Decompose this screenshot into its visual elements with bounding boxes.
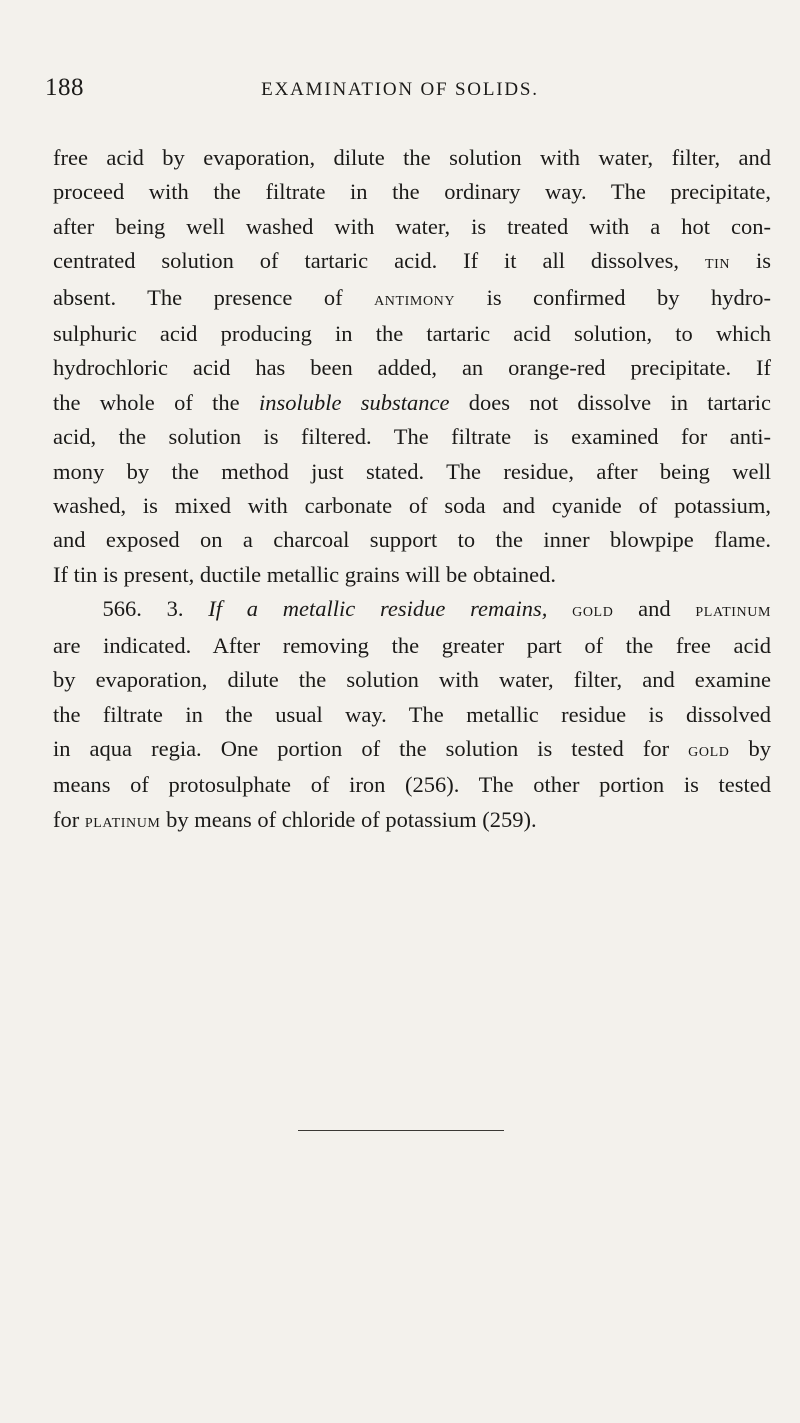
text-line: centrated solution of tartaric acid. If it all dissolves, tin is bbox=[53, 248, 771, 274]
text-line: sulphuric acid producing in the tartaric acid solution, to which bbox=[53, 321, 771, 347]
text-line: the filtrate in the usual way. The metallic residue is dissolved bbox=[53, 701, 771, 727]
italic-phrase: If a metallic residue remains, bbox=[208, 596, 548, 622]
text-line: proceed with the filtrate in the ordinary way. The precipitate, bbox=[53, 179, 771, 205]
text-line: in aqua regia. One portion of the solution is tested for gold by bbox=[53, 735, 772, 761]
text-line: means of protosulphate of iron (256). The other portion is tested bbox=[53, 772, 771, 798]
text-line: free acid by evaporation, dilute the solution with water, filter, and bbox=[53, 145, 771, 170]
text-line: hydrochloric acid has been added, an orange-red precipitate. If bbox=[53, 355, 771, 381]
small-caps-term: tin bbox=[704, 252, 731, 274]
text-line: and exposed on a charcoal support to the inner blowpipe flame. bbox=[53, 527, 771, 553]
body-text bbox=[53, 141, 771, 839]
page-number: 188 bbox=[45, 74, 84, 101]
section-566-line: 566. 3. If a metallic residue remains, gold and platinum bbox=[102, 596, 772, 622]
text-line: are indicated. After removing the greater part of the free acid bbox=[53, 632, 771, 658]
text-line: for platinum by means of chloride of potassium (259). bbox=[53, 806, 537, 832]
text-line: absent. The presence of antimony is confirmed by hydro- bbox=[53, 284, 771, 310]
text-line: the whole of the insoluble substance does not dissolve in tartaric bbox=[53, 389, 771, 415]
small-caps-term: antimony bbox=[374, 288, 456, 310]
text-line: washed, is mixed with carbonate of soda and cyanide of potassium, bbox=[53, 493, 771, 519]
text-line: mony by the method just stated. The residue, after being well bbox=[53, 458, 771, 484]
text-line: acid, the solution is filtered. The filtrate is examined for anti- bbox=[53, 424, 771, 450]
section-rule bbox=[298, 1130, 504, 1131]
italic-phrase: insoluble substance bbox=[258, 389, 450, 415]
text-line: after being well washed with water, is treated with a hot con- bbox=[53, 213, 771, 239]
small-caps-term: platinum bbox=[695, 600, 772, 622]
text-line: by evaporation, dilute the solution with water, filter, and examine bbox=[53, 667, 771, 693]
small-caps-term: platinum bbox=[84, 810, 161, 832]
small-caps-term: gold bbox=[572, 600, 614, 622]
small-caps-term: gold bbox=[688, 739, 730, 761]
text-line: If tin is present, ductile metallic grains will be obtained. bbox=[53, 561, 556, 587]
running-head: EXAMINATION OF SOLIDS. bbox=[261, 79, 539, 100]
